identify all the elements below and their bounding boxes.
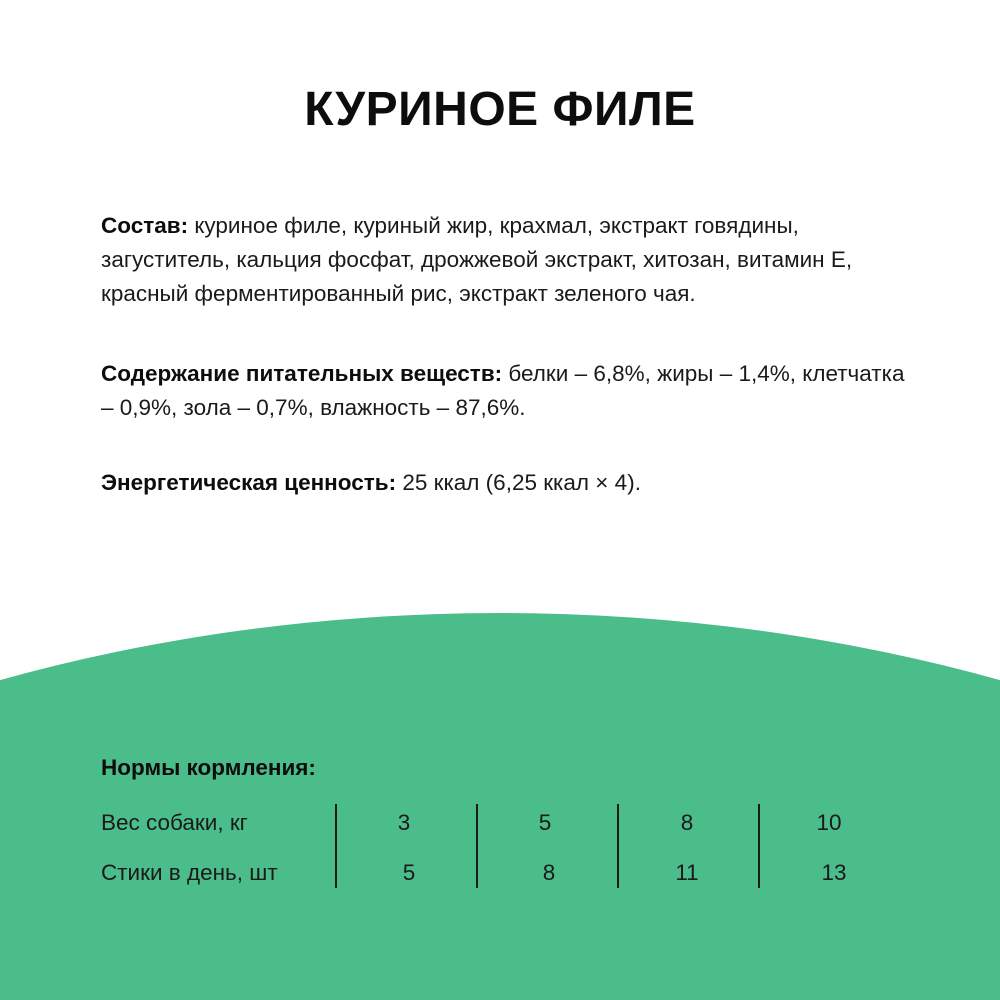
feeding-row-sticks [101,853,901,893]
column-divider-4 [758,804,760,888]
weight-value-2: 5 [538,810,552,835]
sticks-row-label: Стики в день, шт [101,860,278,885]
column-divider-1 [335,804,337,888]
weight-row-label: Вес собаки, кг [101,810,248,835]
nutrients-label: Содержание питательных веществ: [101,361,503,386]
column-divider-2 [476,804,478,888]
energy-text: 25 ккал (6,25 ккал × 4). [396,470,641,495]
nutrients-paragraph [101,357,921,425]
sticks-value-3: 11 [675,860,699,885]
page-title: КУРИНОЕ ФИЛЕ [304,83,696,136]
composition-text: куриное филе, куриный жир, крахмал, экстракт говядины, загуститель, кальция фосфат, дрожжевой экстракт, хитозан, витамин E, красный ферментированный рис, экстракт зеленого чая. [101,213,853,306]
feeding-row-weight [101,803,901,843]
weight-value-1: 3 [397,810,411,835]
composition-paragraph [101,209,921,311]
energy-label: Энергетическая ценность: [101,470,397,495]
sticks-value-4: 13 [821,860,847,885]
sticks-value-2: 8 [542,860,556,885]
weight-value-3: 8 [680,810,694,835]
weight-value-4: 10 [816,810,842,835]
column-divider-3 [617,804,619,888]
nutrients-text: белки – 6,8%, жиры – 1,4%, клетчатка – 0,9%, зола – 0,7%, влажность – 87,6%. [101,361,905,420]
composition-label: Состав: [101,213,189,238]
sticks-value-1: 5 [402,860,416,885]
energy-paragraph [101,466,921,500]
feeding-title: Нормы кормления: [101,755,316,780]
